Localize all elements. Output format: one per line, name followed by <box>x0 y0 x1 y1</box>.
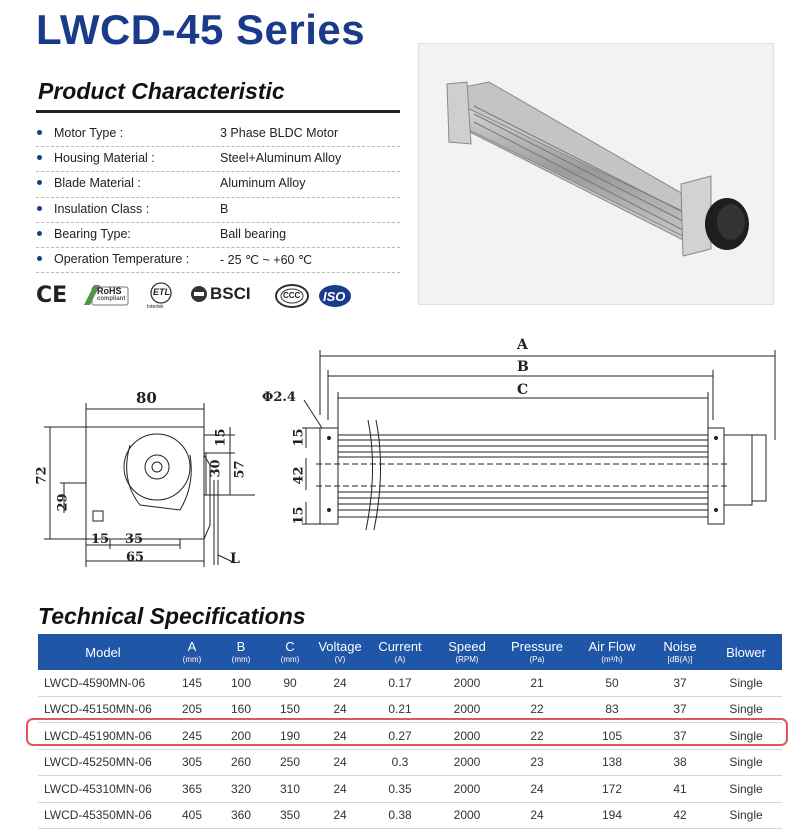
table-cell: LWCD-45310MN-06 <box>38 776 168 803</box>
table-cell: 2000 <box>434 776 500 803</box>
ccc-logo-icon: CCC <box>274 283 310 309</box>
bullet-icon <box>37 155 42 160</box>
table-cell: 405 <box>168 802 216 829</box>
table-cell: 24 <box>314 696 366 723</box>
column-header: C (mm) <box>266 634 314 670</box>
iso-logo-icon: ISO <box>318 283 352 309</box>
table-cell: 37 <box>650 670 710 696</box>
dim-57: 57 <box>232 460 248 479</box>
table-cell: 2000 <box>434 749 500 776</box>
table-cell: 50 <box>574 670 650 696</box>
table-cell: 200 <box>216 723 266 750</box>
bullet-icon <box>37 130 42 135</box>
table-cell: 24 <box>314 749 366 776</box>
table-cell: 2000 <box>434 696 500 723</box>
characteristic-item <box>36 248 400 273</box>
side-view-drawing <box>288 340 788 570</box>
column-header: Air Flow (m³/h) <box>574 634 650 670</box>
column-header: Model <box>38 634 168 670</box>
series-title: LWCD-45 Series <box>36 6 366 53</box>
dim-side-42: 42 <box>291 466 307 485</box>
column-header: Voltage (V) <box>314 634 366 670</box>
table-cell: 310 <box>266 776 314 803</box>
table-row <box>38 802 782 829</box>
table-cell: 0.3 <box>366 749 434 776</box>
table-cell: Single <box>710 749 782 776</box>
table-cell: 365 <box>168 776 216 803</box>
table-cell: 320 <box>216 776 266 803</box>
ce-logo-icon: CE <box>36 283 68 308</box>
table-cell: 105 <box>574 723 650 750</box>
dim-72: 72 <box>34 466 50 485</box>
table-cell: 360 <box>216 802 266 829</box>
table-cell: 305 <box>168 749 216 776</box>
dim-15-top: 15 <box>213 428 229 447</box>
table-row <box>38 749 782 776</box>
dim-29: 29 <box>55 493 71 512</box>
characteristic-heading: Product Characteristic <box>38 78 285 104</box>
table-cell: 24 <box>500 776 574 803</box>
table-cell: 37 <box>650 696 710 723</box>
table-cell: 22 <box>500 696 574 723</box>
table-row <box>38 670 782 696</box>
table-cell: LWCD-4590MN-06 <box>38 670 168 696</box>
bullet-icon <box>37 206 42 211</box>
characteristic-value: - 25 ℃ ~ +60 ℃ <box>220 252 313 267</box>
characteristic-value: Aluminum Alloy <box>220 176 306 191</box>
column-header: Blower <box>710 634 782 670</box>
dim-65: 65 <box>126 550 145 565</box>
label-c: C <box>517 382 529 398</box>
table-cell: 0.27 <box>366 723 434 750</box>
characteristic-item <box>36 223 400 248</box>
table-cell: 350 <box>266 802 314 829</box>
table-cell: 24 <box>314 723 366 750</box>
table-header-row <box>38 634 782 670</box>
characteristic-label: Bearing Type: <box>54 226 131 241</box>
table-cell: 2000 <box>434 802 500 829</box>
certification-logos <box>36 281 366 313</box>
table-cell: 2000 <box>434 670 500 696</box>
table-cell: 21 <box>500 670 574 696</box>
characteristic-item <box>36 198 400 223</box>
characteristic-value: 3 Phase BLDC Motor <box>220 126 339 140</box>
table-cell: 160 <box>216 696 266 723</box>
dim-30: 30 <box>208 459 224 478</box>
specifications-heading: Technical Specifications <box>38 603 306 629</box>
table-cell: 38 <box>650 749 710 776</box>
dim-phi: Φ2.4 <box>262 390 296 405</box>
table-cell: 83 <box>574 696 650 723</box>
table-cell: 100 <box>216 670 266 696</box>
characteristic-label: Blade Material : <box>54 176 141 191</box>
dim-side-15-bottom: 15 <box>291 506 307 525</box>
highlight-box <box>26 718 788 746</box>
table-cell: 0.38 <box>366 802 434 829</box>
label-a: A <box>517 337 528 353</box>
label-l: L <box>230 551 240 567</box>
column-header: B (mm) <box>216 634 266 670</box>
dim-15-bottom: 15 <box>91 532 110 547</box>
dim-35: 35 <box>125 532 144 547</box>
table-cell: 190 <box>266 723 314 750</box>
table-cell: 145 <box>168 670 216 696</box>
table-cell: 250 <box>266 749 314 776</box>
table-cell: 22 <box>500 723 574 750</box>
column-header: Speed (RPM) <box>434 634 500 670</box>
table-cell: LWCD-45150MN-06 <box>38 696 168 723</box>
table-cell: 24 <box>314 776 366 803</box>
table-cell: 2000 <box>434 723 500 750</box>
table-cell: 150 <box>266 696 314 723</box>
characteristic-item <box>36 147 400 172</box>
characteristic-item <box>36 122 400 147</box>
table-cell: Single <box>710 696 782 723</box>
dim-80: 80 <box>136 389 157 407</box>
etl-logo-icon: ETL Intertek <box>144 281 178 311</box>
column-header: Current (A) <box>366 634 434 670</box>
characteristic-value: Steel+Aluminum Alloy <box>220 151 342 166</box>
table-cell: 0.17 <box>366 670 434 696</box>
table-cell: LWCD-45190MN-06 <box>38 723 168 750</box>
column-header: Pressure (Pa) <box>500 634 574 670</box>
table-cell: 41 <box>650 776 710 803</box>
table-cell: 194 <box>574 802 650 829</box>
table-cell: 0.21 <box>366 696 434 723</box>
table-cell: 138 <box>574 749 650 776</box>
table-cell: 260 <box>216 749 266 776</box>
table-cell: 205 <box>168 696 216 723</box>
dim-side-15-top: 15 <box>291 428 307 447</box>
table-row <box>38 776 782 803</box>
table-cell: 23 <box>500 749 574 776</box>
characteristic-list <box>36 122 400 273</box>
table-cell: 0.35 <box>366 776 434 803</box>
bullet-icon <box>37 256 42 261</box>
column-header: A (mm) <box>168 634 216 670</box>
characteristic-label: Insulation Class : <box>54 201 150 216</box>
column-header: Noise [dB(A)] <box>650 634 710 670</box>
bsci-logo-icon: BSCI <box>190 284 266 308</box>
rohs-logo-icon: RoHS compliant <box>80 281 130 309</box>
table-cell: 24 <box>314 670 366 696</box>
table-cell: Single <box>710 802 782 829</box>
product-photo <box>418 43 774 305</box>
table-cell: Single <box>710 776 782 803</box>
table-cell: Single <box>710 723 782 750</box>
heading-underline <box>36 110 400 113</box>
characteristic-value: B <box>220 201 229 216</box>
table-cell: 42 <box>650 802 710 829</box>
table-cell: 90 <box>266 670 314 696</box>
bullet-icon <box>37 180 42 185</box>
table-cell: 37 <box>650 723 710 750</box>
table-cell: 24 <box>314 802 366 829</box>
characteristic-item <box>36 172 400 197</box>
label-b: B <box>517 359 529 375</box>
characteristic-label: Operation Temperature : <box>54 251 190 266</box>
table-cell: LWCD-45350MN-06 <box>38 802 168 829</box>
table-cell: LWCD-45250MN-06 <box>38 749 168 776</box>
table-cell: 172 <box>574 776 650 803</box>
bullet-icon <box>37 231 42 236</box>
table-cell: 245 <box>168 723 216 750</box>
characteristic-value: Ball bearing <box>220 226 287 241</box>
characteristic-label: Motor Type : <box>54 126 124 140</box>
characteristic-label: Housing Material : <box>54 151 155 166</box>
table-cell: 24 <box>500 802 574 829</box>
table-cell: Single <box>710 670 782 696</box>
